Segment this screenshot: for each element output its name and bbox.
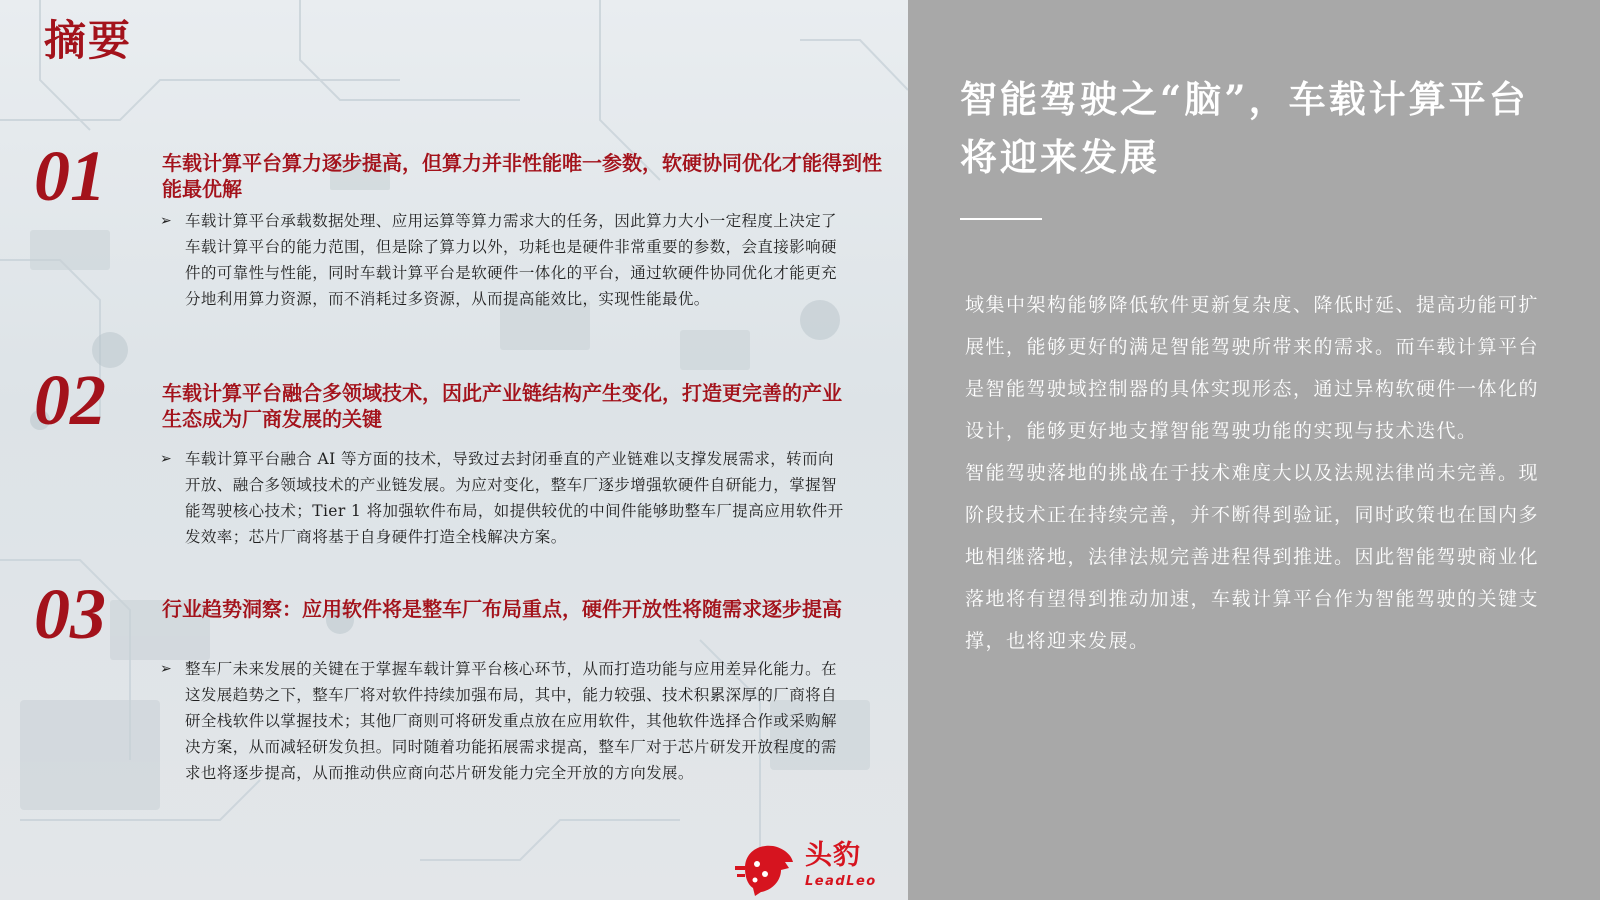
arrow-bullet-icon: ➢ bbox=[160, 451, 172, 467]
section-number: 03 bbox=[34, 574, 106, 654]
bullet-text: 车载计算平台承载数据处理、应用运算等算力需求大的任务，因此算力大小一定程度上决定了车载计算平台的能力范围，但是除了算力以外，功耗也是硬件非常重要的参数，会直接影响硬件的可靠性与性能，同时车载计算平台是软硬件一体化的平台，通过软硬件协同优化才能更充分地利用算力资源，而不消耗过多资源，从而提高能效比，实现性能最优。 bbox=[185, 212, 837, 308]
sidebar-title: 智能驾驶之“脑”，车载计算平台将迎来发展 bbox=[960, 77, 1529, 179]
sidebar-paragraph: 域集中架构能够降低软件更新复杂度、降低时延、提高功能可扩展性，能够更好的满足智能驾驶所带来的需求。而车载计算平台是智能驾驶域控制器的具体实现形态，通过异构软硬件一体化的设计，能够更好地支撑智能驾驶功能的实现与技术迭代。 bbox=[965, 294, 1540, 442]
sidebar-paragraph: 智能驾驶落地的挑战在于技术难度大以及法规法律尚未完善。现阶段技术正在持续完善，并不断得到验证，同时政策也在国内多地相继落地，法律法规完善进程得到推进。因此智能驾驶商业化落地将有望得到推动加速，车载计算平台作为智能驾驶的关键支撑，也将迎来发展。 bbox=[965, 462, 1540, 652]
arrow-bullet-icon: ➢ bbox=[160, 661, 172, 677]
bullet-text: 车载计算平台融合 AI 等方面的技术，导致过去封闭垂直的产业链难以支撑发展需求，转而向开放、融合多领域技术的产业链发展。为应对变化，整车厂逐步增强软硬件自研能力，掌握智能驾驶核心技术；Tier 1 将加强软件布局，如提供较优的中间件能够助整车厂提高应用软件开发效率；芯片厂商将基于自身硬件打造全栈解决方案。 bbox=[185, 450, 844, 546]
section-title: 车载计算平台算力逐步提高，但算力并非性能唯一参数，软硬协同优化才能得到性能最优解 bbox=[162, 151, 882, 201]
sidebar-divider bbox=[960, 218, 1042, 220]
logo-name-cn: 头豹 bbox=[805, 840, 861, 871]
section-title: 行业趋势洞察：应用软件将是整车厂布局重点，硬件开放性将随需求逐步提高 bbox=[162, 597, 842, 621]
logo-name-en: LeadLeo bbox=[805, 874, 877, 889]
bullet-text: 整车厂未来发展的关键在于掌握车载计算平台核心环节，从而打造功能与应用差异化能力。在这发展趋势之下，整车厂将对软件持续加强布局，其中，能力较强、技术积累深厚的厂商将自研全栈软件以掌握技术；其他厂商则可将研发重点放在应用软件，其他软件选择合作或采购解决方案，从而减轻研发负担。同时随着功能拓展需求提高，整车厂对于芯片研发开放程度的需求也将逐步提高，从而推动供应商向芯片研发能力完全开放的方向发展。 bbox=[185, 660, 837, 782]
arrow-bullet-icon: ➢ bbox=[160, 213, 172, 229]
section-number: 02 bbox=[34, 360, 106, 440]
section-title: 车载计算平台融合多领域技术，因此产业链结构产生变化，打造更完善的产业生态成为厂商发展的关键 bbox=[162, 381, 842, 431]
section-number: 01 bbox=[34, 136, 106, 216]
leopard-logo-icon bbox=[735, 840, 795, 896]
sidebar-body bbox=[965, 284, 1555, 662]
leadleo-logo bbox=[735, 840, 875, 896]
page-title: 摘要 bbox=[44, 16, 133, 65]
